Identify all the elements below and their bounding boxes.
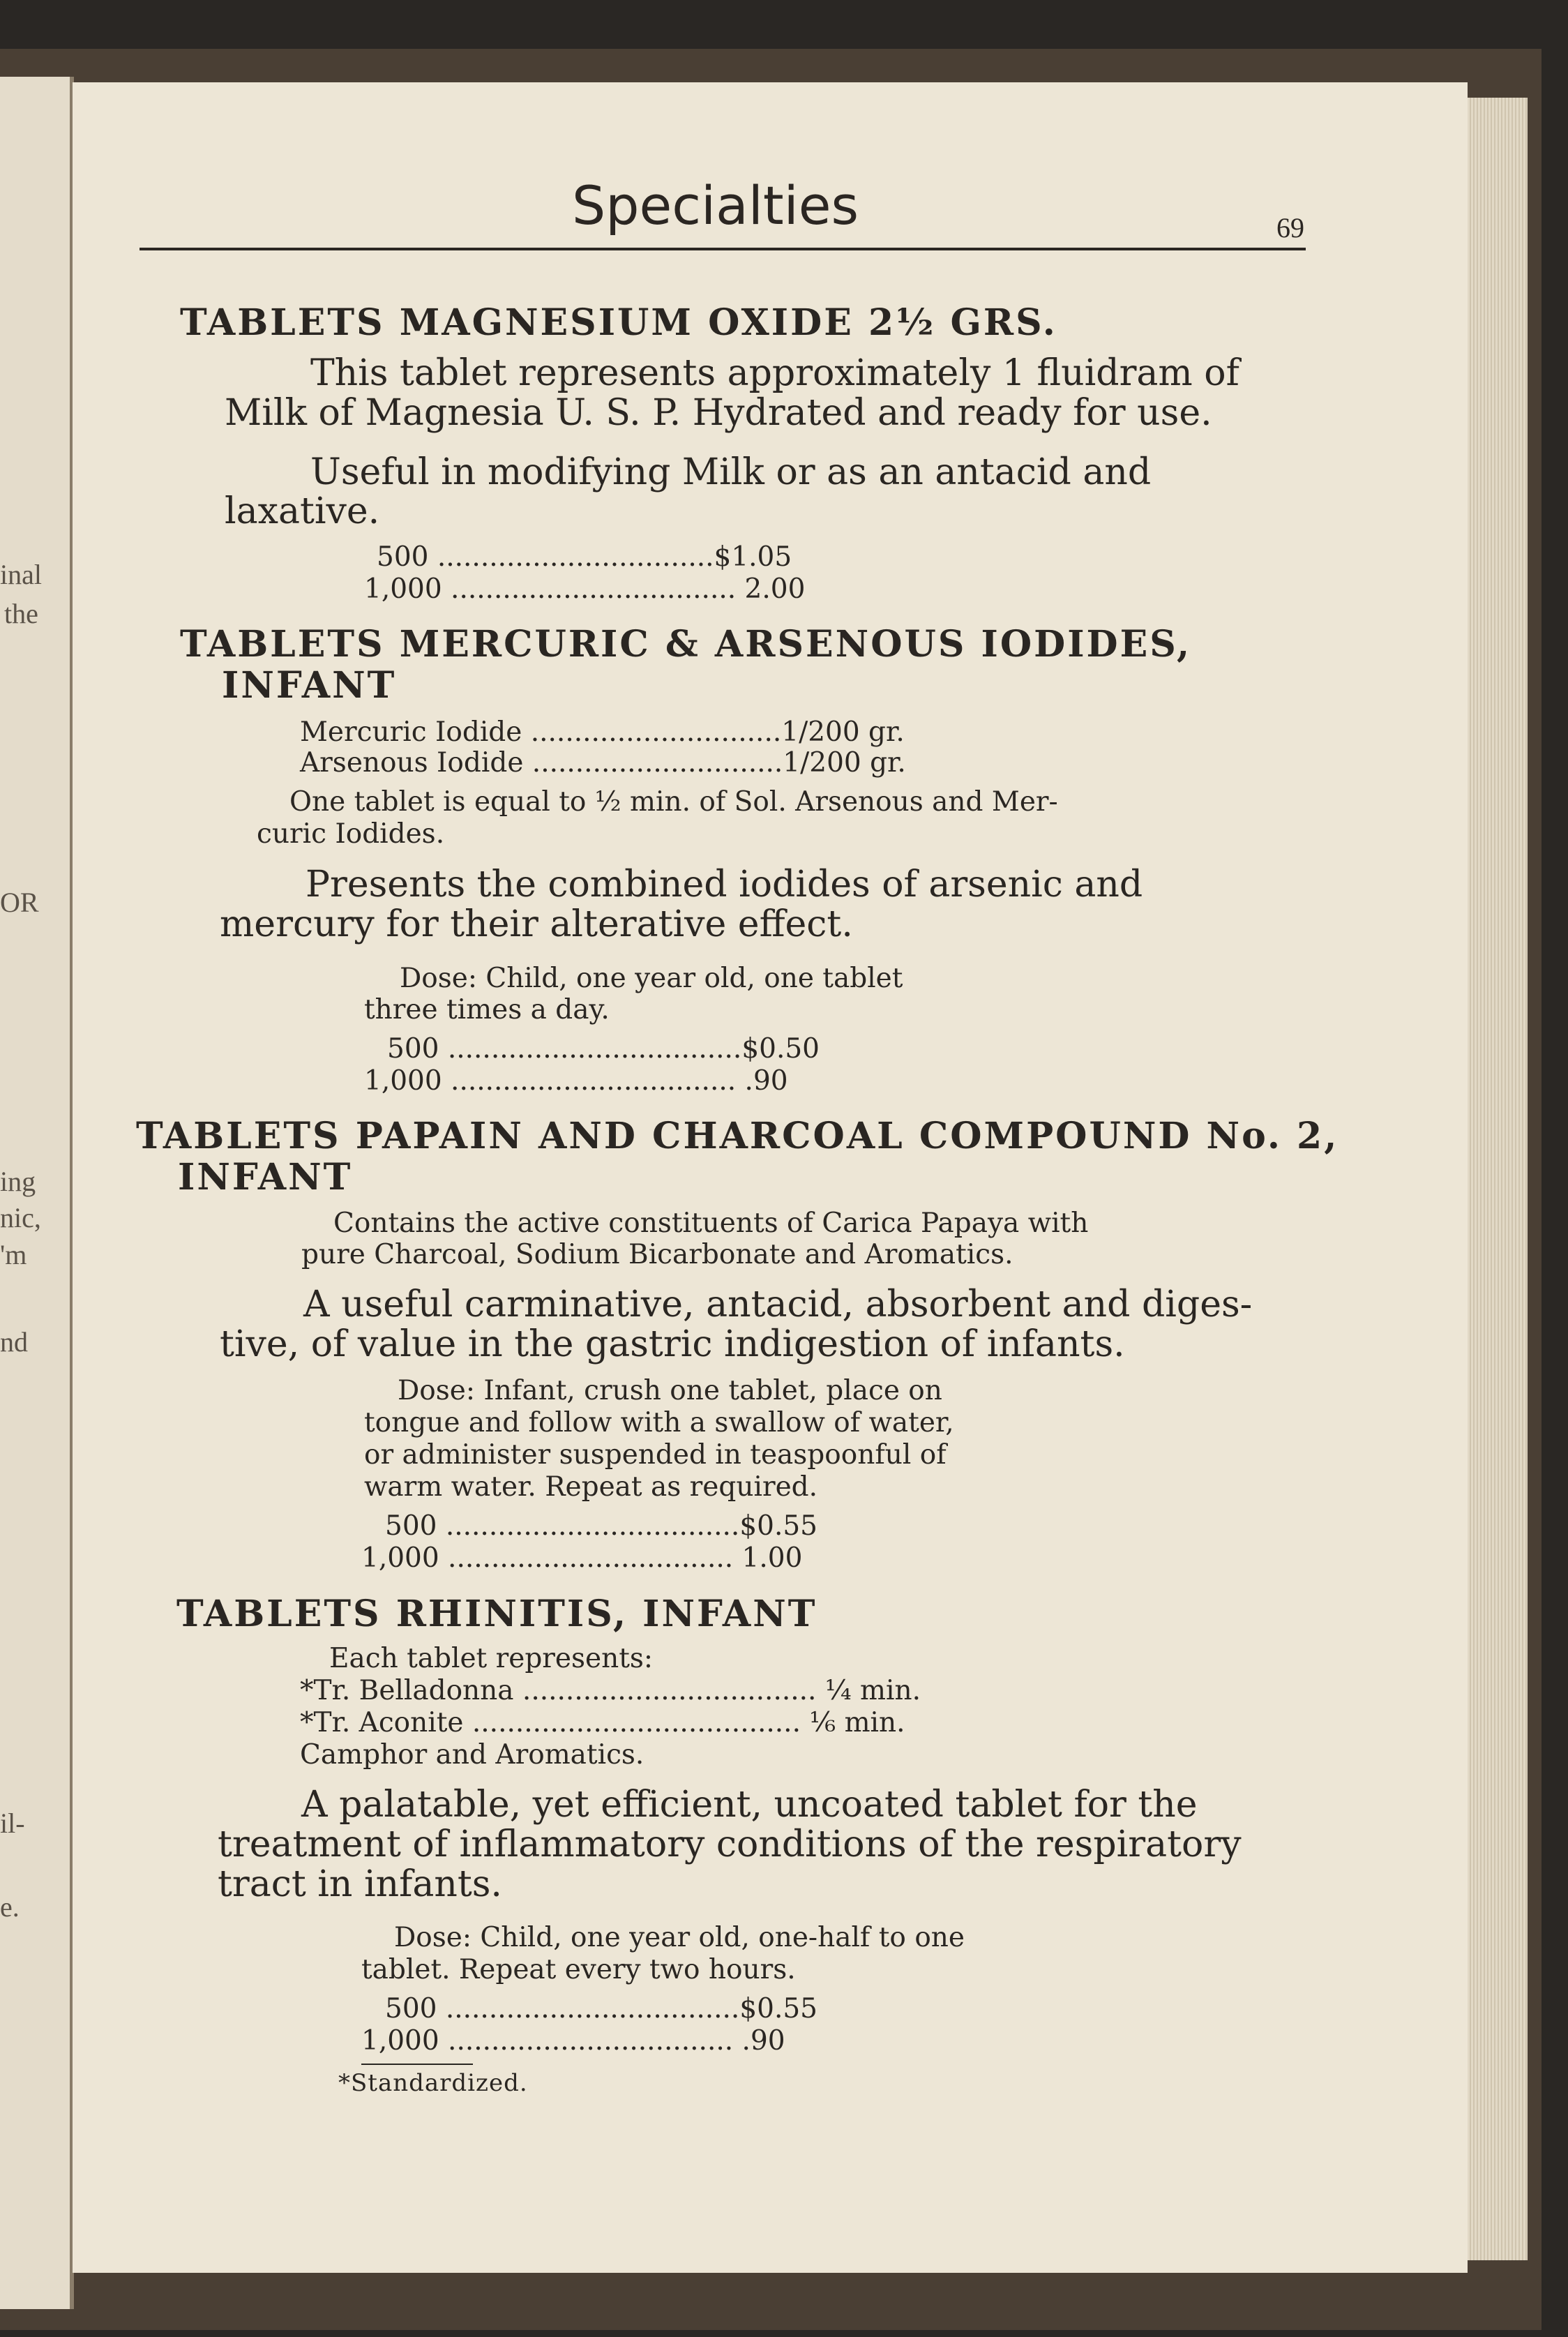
price-line: 500 ................................$1.05 [377,541,792,573]
body-text: A palatable, yet efficient, uncoated tablet for the [301,1784,1198,1826]
price-line: 500 ..................................$0.55 [385,1510,817,1542]
price-line: 500 ..................................$0.55 [385,1993,817,2024]
ingredient-line: Mercuric Iodide .............................1/200 gr. [300,716,905,748]
body-text: pure Charcoal, Sodium Bicarbonate and Aromatics. [301,1239,1013,1270]
dose-text: tongue and follow with a swallow of water, [364,1407,954,1438]
note-text: One tablet is equal to ½ min. of Sol. Arsenous and Mer- [289,786,1058,818]
header-rule [140,248,1306,250]
price-line: 1,000 ................................. 1.00 [361,1542,803,1574]
ingredient-line: Each tablet represents: [329,1643,654,1674]
body-text: treatment of inflammatory conditions of the respiratory [218,1824,1242,1865]
body-text: mercury for their alterative effect. [220,903,853,945]
dose-text: Dose: Infant, crush one tablet, place on [398,1375,942,1406]
left-fragment: il- [0,1808,25,1839]
footnote: *Standardized. [338,2069,528,2097]
body-text: tive, of value in the gastric indigestion of infants. [220,1323,1125,1365]
body-text: tract in infants. [218,1863,502,1905]
dose-text: tablet. Repeat every two hours. [361,1954,796,1985]
left-fragment: the [4,598,38,629]
page-number: 69 [1276,212,1304,243]
body-text: This tablet represents approximately 1 fluidram of [310,352,1239,394]
dose-text: Dose: Child, one year old, one-half to one [394,1922,965,1953]
ingredient-line: Camphor and Aromatics. [300,1739,644,1771]
ingredient-line: Arsenous Iodide .............................1/200 gr. [300,747,906,779]
dose-text: three times a day. [364,994,610,1025]
body-text: Milk of Magnesia U. S. P. Hydrated and ready for use. [225,392,1212,434]
body-text: A useful carminative, antacid, absorbent and diges- [303,1284,1253,1325]
left-page-edge [0,77,74,2309]
left-fragment: OR [0,887,39,918]
price-line: 500 ..................................$0.50 [387,1033,820,1065]
ingredient-line: *Tr. Belladonna .................................. ¼ min. [300,1675,921,1706]
price-line: 1,000 ................................. .90 [364,1065,788,1097]
section-title: TABLETS MAGNESIUM OXIDE 2½ GRS. [180,301,1057,344]
dose-text: Dose: Child, one year old, one tablet [400,963,903,994]
body-text: Contains the active constituents of Carica Papaya with [333,1208,1089,1239]
running-header: Specialties [572,174,859,236]
ingredient-line: *Tr. Aconite ...................................... ⅙ min. [300,1707,905,1738]
body-text: laxative. [225,490,380,532]
section-title: INFANT [178,1156,353,1198]
section-title: TABLETS RHINITIS, INFANT [176,1593,817,1635]
left-fragment: inal [0,559,42,590]
price-line: 1,000 ................................. .90 [361,2025,785,2057]
body-text: Presents the combined iodides of arsenic and [306,864,1143,906]
price-line: 1,000 ................................. 2.00 [364,573,806,605]
footnote-rule [361,2064,473,2065]
note-text: curic Iodides. [257,818,445,850]
page-edges [1468,98,1528,2260]
left-fragment: ing [0,1166,36,1197]
body-text: Useful in modifying Milk or as an antacid and [310,451,1152,493]
section-title: TABLETS PAPAIN AND CHARCOAL COMPOUND No. 2, [136,1115,1339,1157]
left-fragment: 'm [0,1239,27,1270]
left-fragment: nd [0,1326,28,1358]
dose-text: or administer suspended in teaspoonful of [364,1439,947,1471]
left-fragment: e. [0,1891,20,1923]
dose-text: warm water. Repeat as required. [364,1471,818,1503]
section-title: INFANT [222,664,397,707]
left-fragment: nic, [0,1202,41,1233]
section-title: TABLETS MERCURIC & ARSENOUS IODIDES, [180,623,1192,666]
